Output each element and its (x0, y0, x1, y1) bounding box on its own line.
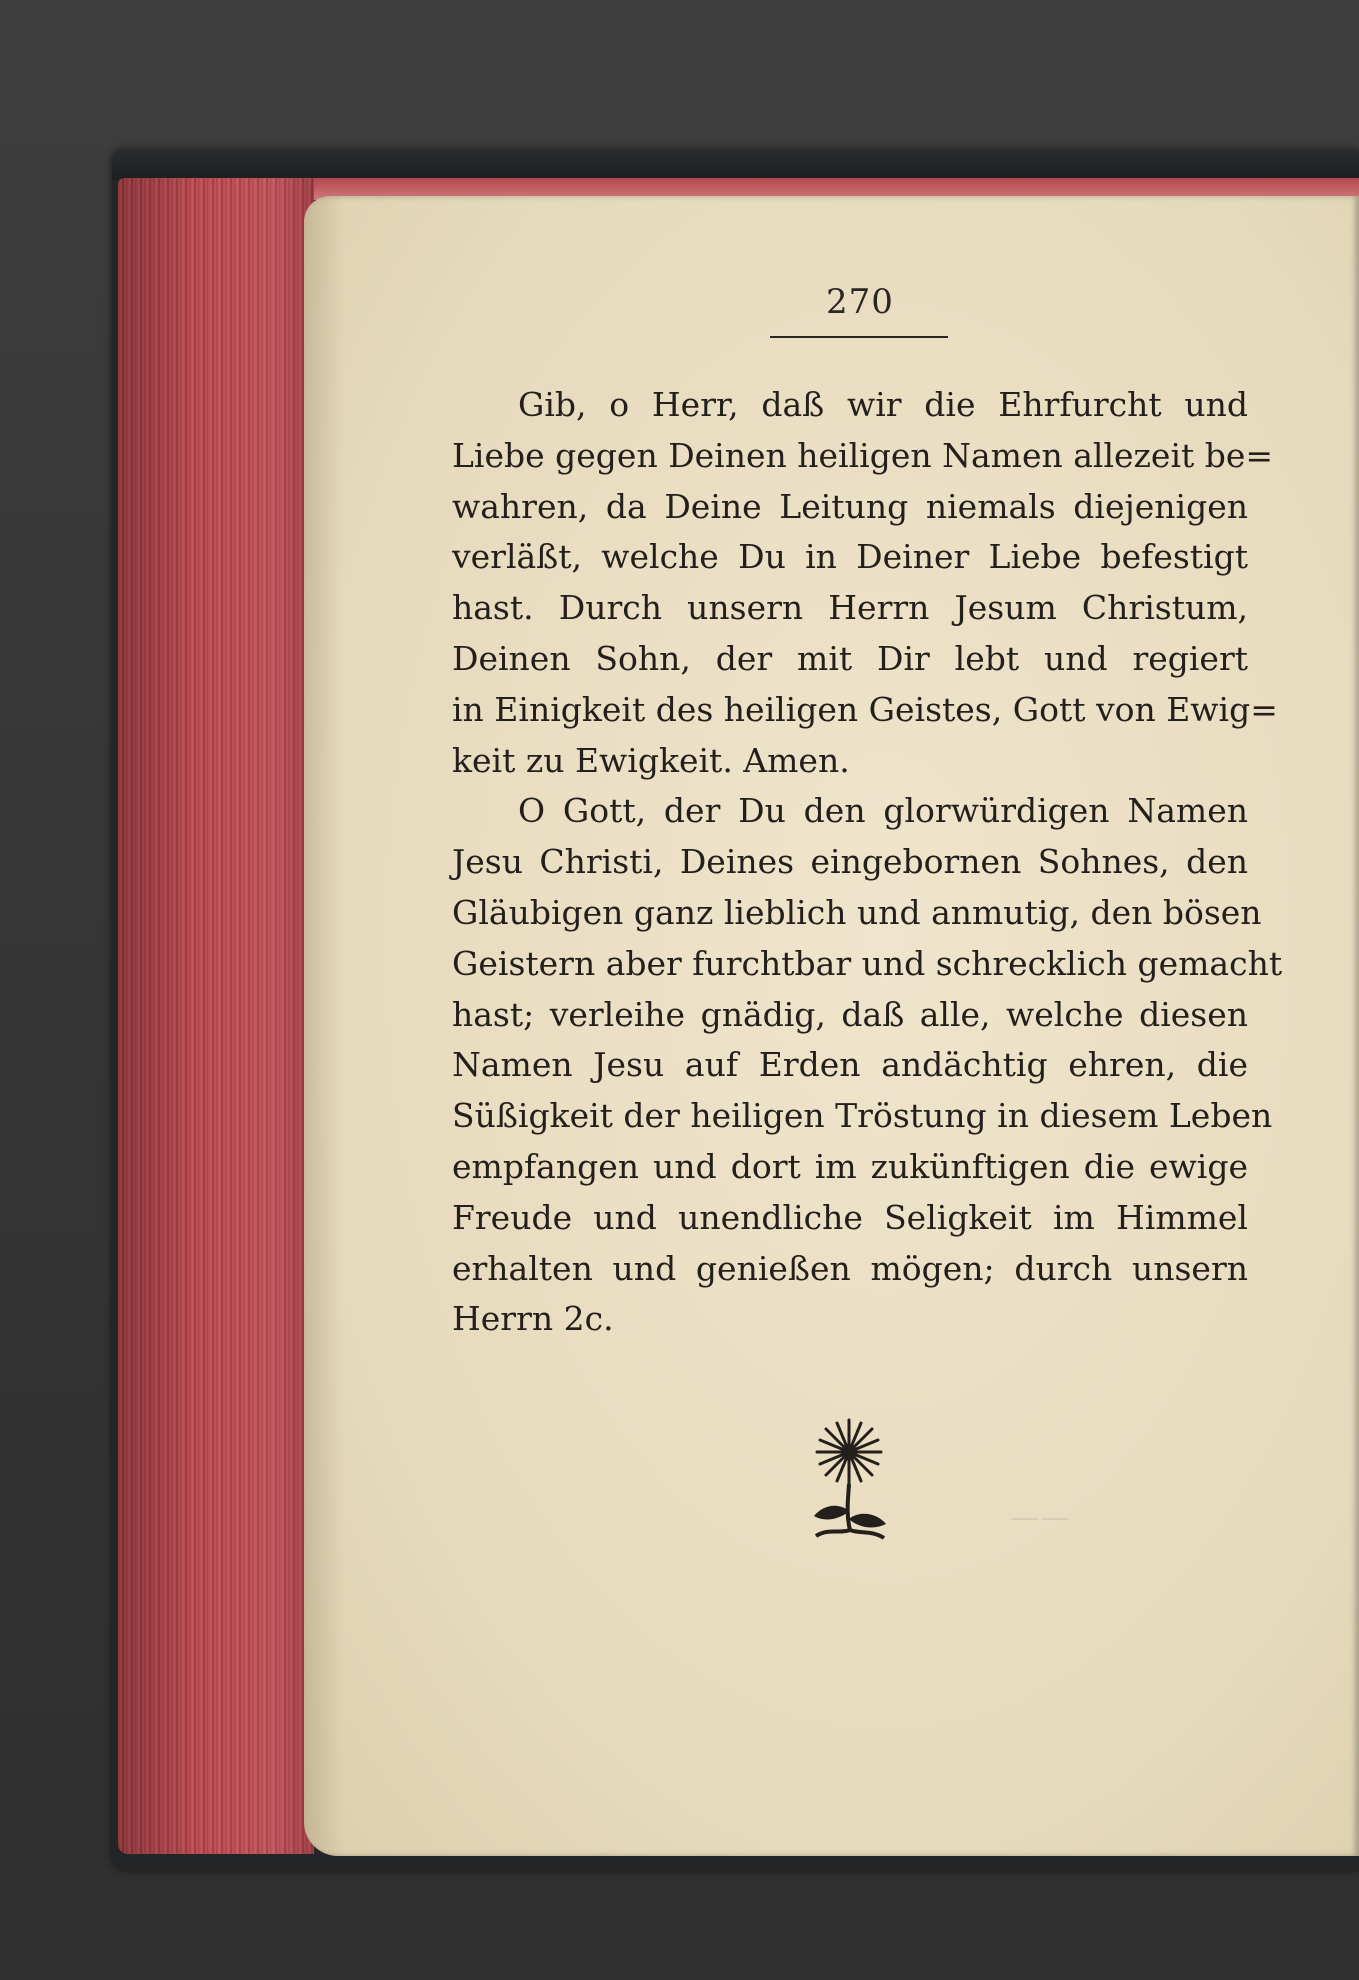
text-line: in Einigkeit des heiligen Geistes, Gott von Ewig= (452, 689, 1278, 729)
flower-icon (808, 1418, 890, 1548)
text-line: Herrn 2c. (452, 1299, 614, 1339)
text-line: keit zu Ewigkeit. Amen. (452, 740, 850, 780)
page-number: 270 (826, 282, 894, 322)
text-line: Liebe gegen Deinen heiligen Namen allezeit be= (452, 435, 1274, 475)
text-line: Namen Jesu auf Erden andächtig ehren, die (452, 1045, 1248, 1085)
paragraph-2 (452, 786, 1283, 1345)
book-cover-top (112, 150, 1359, 180)
text-line: O Gott, der Du den glorwürdigen Namen (518, 791, 1248, 831)
page-edges-shade (118, 178, 314, 1854)
page-gutter-shadow (304, 196, 344, 1856)
text-line: Freude und unendliche Seligkeit im Himmel (452, 1197, 1248, 1237)
text-line: hast; verleihe gnädig, daß alle, welche diesen (452, 994, 1248, 1034)
show-through-text: —— (1010, 1500, 1070, 1535)
text-line: Jesu Christi, Deines eingebornen Sohnes, den (452, 842, 1248, 882)
text-line: erhalten und genießen mögen; durch unsern (452, 1248, 1248, 1288)
header-rule (770, 336, 948, 338)
text-line: Gläubigen ganz lieblich und anmutig, den bösen (452, 892, 1262, 932)
body-text (452, 380, 1283, 1345)
text-line: Geistern aber furchtbar und schrecklich gemacht (452, 943, 1283, 983)
text-line: Deinen Sohn, der mit Dir lebt und regiert (452, 638, 1248, 678)
text-line: wahren, da Deine Leitung niemals diejenigen (452, 486, 1248, 526)
text-line: Gib, o Herr, daß wir die Ehrfurcht und (518, 385, 1248, 424)
text-line: empfangen und dort im zukünftigen die ewige (452, 1146, 1248, 1186)
text-line: hast. Durch unsern Herrn Jesum Christum, (452, 588, 1248, 628)
paragraph-1 (452, 380, 1278, 786)
text-line: verläßt, welche Du in Deiner Liebe befestigt (452, 537, 1248, 577)
text-line: Süßigkeit der heiligen Tröstung in diesem Leben (452, 1096, 1273, 1136)
